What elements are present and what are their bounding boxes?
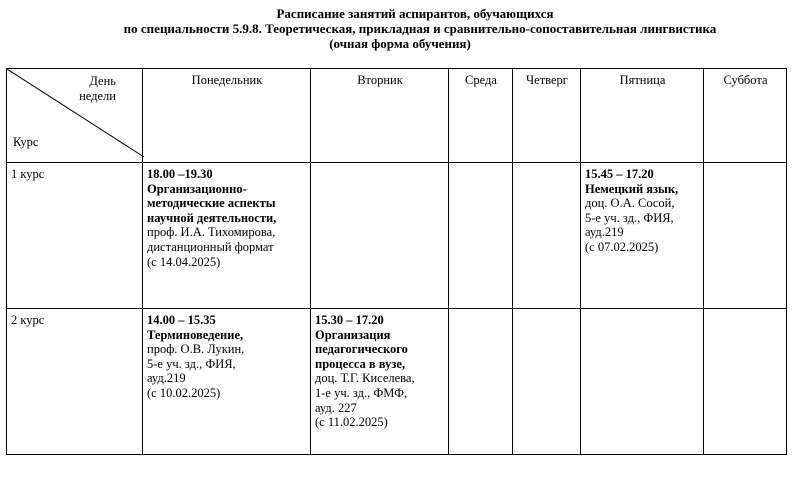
corner-course-label: Курс [13, 135, 39, 149]
empty-cell [449, 309, 513, 455]
class-teacher: доц. Т.Г. Киселева, [315, 371, 415, 386]
corner-cell [7, 69, 143, 163]
table-row-course-1 [7, 163, 787, 309]
day-header-tuesday: Вторник [311, 69, 449, 163]
class-room: ауд.219 [585, 225, 624, 240]
day-header-monday: Понедельник [143, 69, 311, 163]
class-building: 5-е уч. зд., ФИЯ, [147, 356, 236, 371]
table-header-row [7, 69, 787, 163]
class-building: 1-е уч. зд., ФМФ, [315, 385, 408, 400]
class-time: 15.45 – 17.20 [585, 167, 654, 181]
class-teacher: проф. О.В. Лукин, [147, 342, 245, 357]
class-title: Организационно-методические аспекты научной деятельности, [147, 181, 277, 225]
empty-cell [704, 309, 787, 455]
header-study-form: (очная форма обучения) [329, 36, 471, 51]
empty-cell [704, 163, 787, 309]
table-row-course-2 [7, 309, 787, 455]
class-start-date: (с 11.02.2025) [315, 415, 388, 430]
class-time: 15.30 – 17.20 [315, 313, 384, 327]
class-start-date: (с 14.04.2025) [147, 254, 221, 269]
empty-cell [513, 309, 581, 455]
class-room: ауд.219 [147, 371, 186, 386]
header-specialty: по специальности 5.9.8. Теоретическая, прикладная и сравнительно-сопоставительная лингвистика [123, 21, 717, 36]
empty-cell [449, 163, 513, 309]
class-building: 5-е уч. зд., ФИЯ, [585, 210, 674, 225]
class-location: дистанционный формат [147, 239, 274, 254]
class-time: 18.00 –19.30 [147, 167, 213, 181]
day-header-wednesday: Среда [449, 69, 513, 163]
header-title: Расписание занятий аспирантов, обучающихся [276, 6, 554, 21]
class-teacher: доц. О.А. Сосой, [585, 196, 675, 211]
class-start-date: (с 10.02.2025) [147, 385, 221, 400]
class-title: Организация педагогического процесса в вузе, [315, 327, 408, 371]
corner-day-label: День недели [79, 74, 116, 103]
class-teacher: проф. И.А. Тихомирова, [147, 225, 276, 240]
day-header-thursday: Четверг [513, 69, 581, 163]
course-label: 2 курс [7, 309, 143, 455]
empty-cell [581, 309, 704, 455]
class-cell-course2-monday [143, 309, 311, 455]
class-title: Терминоведение, [147, 327, 244, 342]
day-header-saturday: Суббота [704, 69, 787, 163]
empty-cell [513, 163, 581, 309]
schedule-table [6, 68, 787, 455]
course-label: 1 курс [7, 163, 143, 309]
day-header-friday: Пятница [581, 69, 704, 163]
class-title: Немецкий язык, [585, 181, 679, 196]
class-cell-course1-friday [581, 163, 704, 309]
class-room: ауд. 227 [315, 400, 357, 415]
class-cell-course1-monday [143, 163, 311, 309]
class-start-date: (с 07.02.2025) [585, 239, 659, 254]
class-cell-course2-tuesday [311, 309, 449, 455]
document-header [0, 6, 800, 51]
empty-cell [311, 163, 449, 309]
class-time: 14.00 – 15.35 [147, 313, 216, 327]
